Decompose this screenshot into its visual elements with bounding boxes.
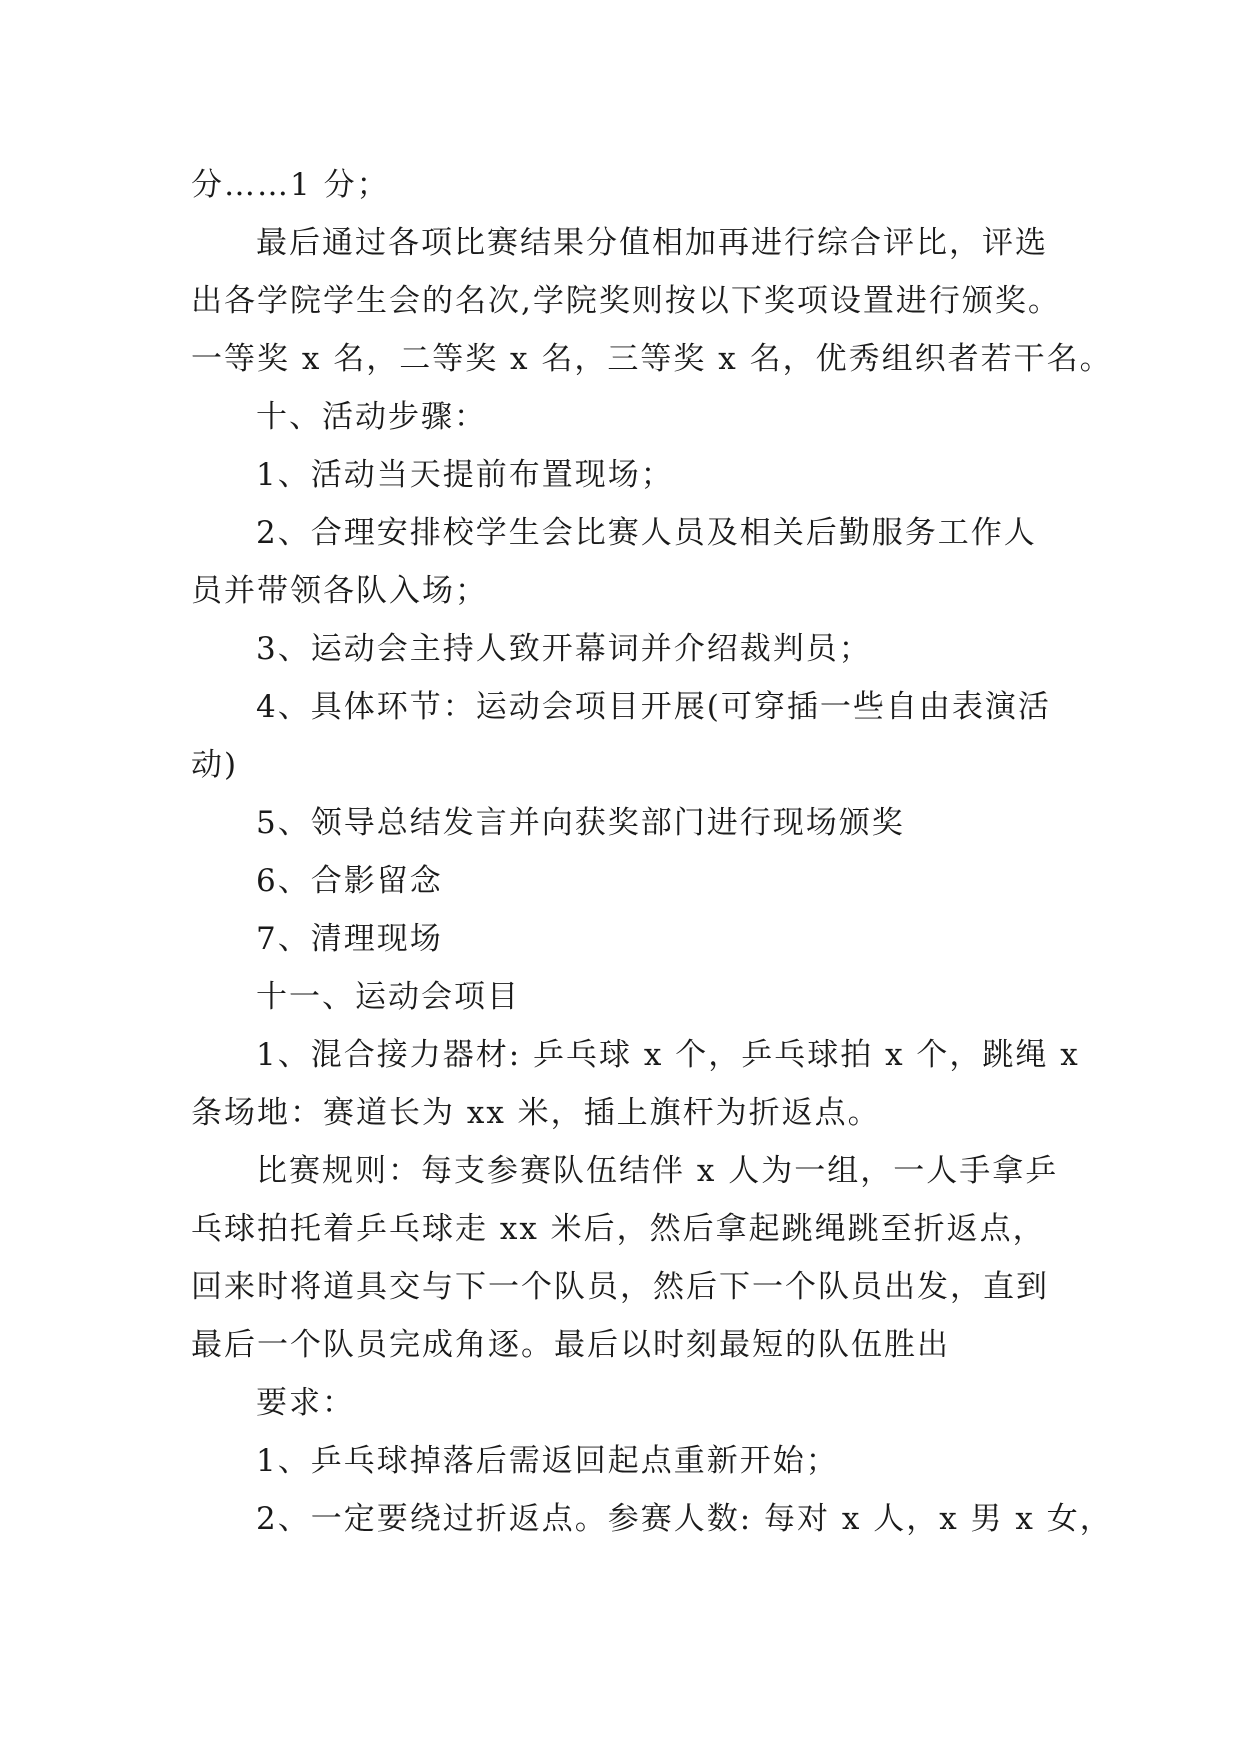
text-line: 5、领导总结发言并向获奖部门进行现场颁奖 bbox=[256, 805, 905, 841]
text-line: 回来时将道具交与下一个队员，然后下一个队员出发，直到 bbox=[191, 1269, 1049, 1305]
text-line: 2、一定要绕过折返点。参赛人数: 每对 x 人，x 男 x 女， bbox=[256, 1501, 1113, 1537]
text-line: 要求： bbox=[256, 1385, 355, 1421]
text-line: 分……1 分； bbox=[191, 167, 390, 203]
text-line: 乓球拍托着乒乓球走 xx 米后，然后拿起跳绳跳至折返点， bbox=[191, 1211, 1046, 1247]
text-line: 一等奖 x 名，二等奖 x 名，三等奖 x 名，优秀组织者若干名。 bbox=[191, 341, 1113, 377]
section-heading: 十一、运动会项目 bbox=[256, 979, 520, 1015]
text-line: 6、合影留念 bbox=[256, 863, 443, 899]
section-heading: 十、活动步骤： bbox=[256, 399, 487, 435]
text-line: 动) bbox=[191, 747, 239, 783]
text-line: 出各学院学生会的名次,学院奖则按以下奖项设置进行颁奖。 bbox=[191, 283, 1061, 319]
text-line: 最后通过各项比赛结果分值相加再进行综合评比，评选 bbox=[256, 225, 1048, 261]
text-line: 条场地：赛道长为 xx 米，插上旗杆为折返点。 bbox=[191, 1095, 881, 1131]
text-line: 1、活动当天提前布置现场； bbox=[256, 457, 674, 493]
text-line: 4、具体环节：运动会项目开展(可穿插一些自由表演活 bbox=[256, 689, 1051, 725]
text-line: 1、乒乓球掉落后需返回起点重新开始； bbox=[256, 1443, 839, 1479]
text-line: 7、清理现场 bbox=[256, 921, 443, 957]
text-line: 3、运动会主持人致开幕词并介绍裁判员； bbox=[256, 631, 872, 667]
text-line: 比赛规则：每支参赛队伍结伴 x 人为一组，一人手拿乒 bbox=[256, 1153, 1059, 1189]
text-line: 员并带领各队入场； bbox=[191, 573, 488, 609]
text-line: 最后一个队员完成角逐。最后以时刻最短的队伍胜出 bbox=[191, 1327, 950, 1363]
text-line: 2、合理安排校学生会比赛人员及相关后勤服务工作人 bbox=[256, 515, 1037, 551]
text-line: 1、混合接力器材: 乒乓球 x 个，乒乓球拍 x 个，跳绳 x bbox=[256, 1037, 1080, 1073]
